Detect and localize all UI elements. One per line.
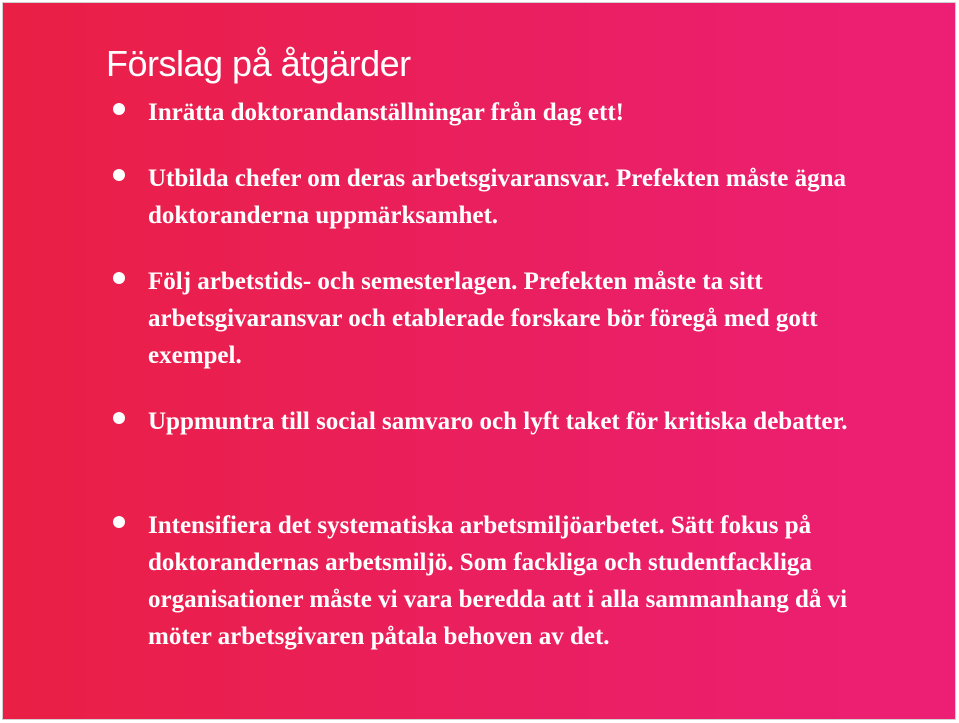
bullet-text: Följ arbetstids- och semesterlagen. Prefekten måste ta sitt arbetsgivaransvar och etablerade forskare bör föregå med gott exempel. (148, 268, 818, 369)
bullet-text: Inrätta doktorandanställningar från dag ett! (148, 99, 624, 126)
bullet-dot-icon (113, 272, 125, 284)
bullet-text: Utbilda chefer om deras arbetsgivaransvar. Prefekten måste ägna doktoranderna uppmärksamhet. (148, 165, 847, 229)
bullet-item (148, 160, 868, 234)
bullet-dot-icon (113, 103, 125, 115)
bullet-dot-icon (113, 169, 125, 181)
bullet-dot-icon (113, 412, 125, 424)
bullet-text: Intensifiera det systematiska arbetsmiljöarbetet. Sätt fokus på doktorandernas arbetsmiljö. Som fackliga och studentfackliga organisationer måste vi vara beredda att i alla sammanhang då vi möter arbetsgivaren påtala behoven av det. (148, 512, 848, 650)
bullet-item (148, 507, 868, 655)
bullet-item (148, 403, 868, 440)
bullet-item (148, 94, 868, 131)
slide-panel (3, 3, 955, 719)
bullet-dot-icon (113, 516, 125, 528)
slide-title: Förslag på åtgärder (106, 43, 411, 84)
bullet-text: Uppmuntra till social samvaro och lyft taket för kritiska debatter. (148, 408, 848, 435)
bullet-item (148, 263, 868, 374)
